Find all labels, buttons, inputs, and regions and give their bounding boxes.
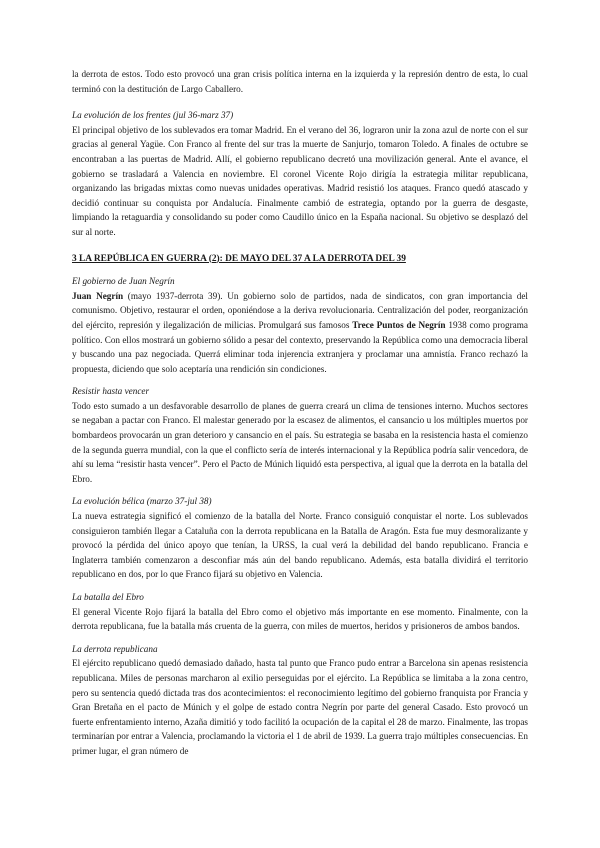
page-content	[72, 67, 528, 759]
paragraph-evolucion-belica: La nueva estrategia significó el comienzo de la batalla del Norte. Franco consiguió conquistar el norte. Los sublevados consiguieron también llegar a Cataluña con la derrota republicana en la Batalla de Aragón. Esta fue muy desmoralizante y provocó la pérdida del único apoyo que tenían, la URSS, la cual verá la debilidad del bando republicano. Francia e Inglaterra también comenzaron a desconfiar más aún del bando republicano. Además, esta batalla dividirá el territorio republicano en dos, por lo que Franco fijará su objetivo en Valencia.	[72, 511, 528, 580]
heading-derrota-republicana: La derrota republicana	[72, 643, 158, 654]
trece-puntos-term: Trece Puntos de Negrín	[352, 319, 446, 330]
paragraph-evolucion-frentes: El principal objetivo de los sublevados era tomar Madrid. En el verano del 36, lograron unir la zona azul de norte con el sur gracias al general Yagüe. Con Franco al frente del sur tras la muerte de Sanjurjo, tomaron Toledo. A finales de octubre se encontraban a las puertas de Madrid. Allí, el gobierno republicano decretó una movilización general. Ante el avance, el gobierno se trasladará a Valencia en noviembre. El coronel Vicente Rojo dirigía la estrategia militar republicana, organizando las brigadas mixtas como nuevas unidades operativas. Madrid resistió los ataques. Franco quedó atascado y decidió continuar su conquista por Andalucía. Finalmente cambió de estrategia, optando por la guerra de desgaste, limpiando la retaguardia y consolidando su poder como Caudillo único en la España nacional. Su objetivo se desplazó del sur al norte.	[72, 124, 528, 237]
heading-resistir-hasta-vencer: Resistir hasta vencer	[72, 386, 150, 397]
heading-evolucion-frentes: La evolución de los frentes (jul 36-marz 37)	[72, 110, 234, 121]
paragraph-gobierno-negrin	[72, 289, 528, 377]
section-title-republica-en-guerra: 3 LA REPÚBLICA EN GUERRA (2): DE MAYO DEL 37 A LA DERROTA DEL 39	[72, 253, 406, 264]
heading-gobierno-negrin: El gobierno de Juan Negrín	[72, 276, 175, 287]
negrin-name: Juan Negrín	[72, 290, 124, 301]
negrin-text-b: 1938 como programa político. Con ellos mostrará un gobierno sólido a pesar del contexto, preservando la República como una democracia liberal y buscando una paz negociada. Querrá eliminar toda injerencia extranjera y proclamar una amnistía. Franco rechazó la propuesta, diciendo que solo aceptaría una rendición sin condiciones.	[72, 319, 528, 374]
paragraph-derrota-republicana: El ejército republicano quedó demasiado dañado, hasta tal punto que Franco pudo entrar a Barcelona sin apenas resistencia republicana. Miles de personas marcharon al exilio perseguidas por el ejército. La República se limitaba a la zona centro, pero su sentencia quedó dictada tras dos acontecimientos: el reconocimiento legítimo del gobierno franquista por Francia y Gran Bretaña en el pacto de Múnich y el golpe de estado contra Negrín por parte del general Casado. Esto provocó un fuerte enfrentamiento interno, Azaña dimitió y todo facilitó la ocupación de la capital el 28 de marzo. Finalmente, las tropas terminarían por entrar a Valencia, proclamando la victoria el 1 de abril de 1939. La guerra trajo múltiples consecuencias. En primer lugar, el gran número de	[72, 658, 528, 756]
heading-evolucion-belica: La evolución bélica (marzo 37-jul 38)	[72, 496, 212, 507]
negrin-text-a: (mayo 1937-derrota 39). Un gobierno solo de partidos, nada de sindicatos, con gran importancia del comunismo. Objetivo, restaurar el orden, oponiéndose a la deriva revolucionaria. Centralización del poder, reorganización del ejército, represión y ilegalización de milicias. Promulgará sus famosos	[72, 290, 528, 330]
paragraph-resistir-hasta-vencer: Todo esto sumado a un desfavorable desarrollo de planes de guerra creará un clima de tensiones interno. Muchos sectores se negaban a pactar con Franco. El malestar generado por la escasez de alimentos, el cansancio u los múltiples muertos por bombardeos provocarán un gran deterioro y cansancio en el país. Su estrategia se basaba en la resistencia hasta el comienzo de la segunda guerra mundial, con la que el conflicto sería de interés internacional y la República podría salir vencedora, de ahí su lema “resistir hasta vencer”. Pero el Pacto de Múnich liquidó esta perspectiva, al igual que la derrota en la batalla del Ebro.	[72, 400, 528, 484]
intro-paragraph: la derrota de estos. Todo esto provocó una gran crisis política interna en la izquierda y la represión dentro de esta, lo cual terminó con la destitución de Largo Caballero.	[72, 69, 528, 94]
paragraph-batalla-ebro: El general Vicente Rojo fijará la batalla del Ebro como el objetivo más importante en ese momento. Finalmente, con la derrota republicana, fue la batalla más cruenta de la guerra, con miles de muertos, heridos y prisioneros de ambos bandos.	[72, 606, 528, 632]
heading-batalla-ebro: La batalla del Ebro	[72, 592, 144, 602]
